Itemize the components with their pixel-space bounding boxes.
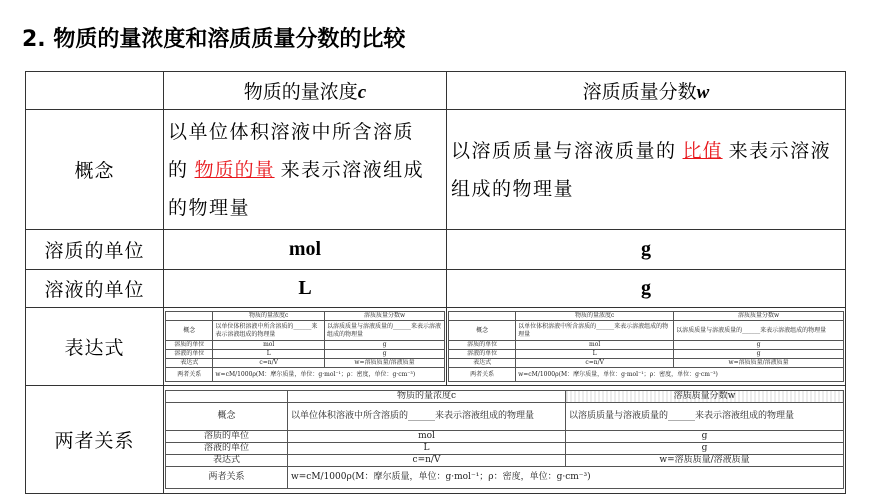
relation-thumbnail [164, 386, 846, 494]
solute-unit-mass-fraction: g [447, 230, 846, 270]
label-expression: 表达式 [26, 308, 164, 386]
mini-g: g [674, 341, 844, 350]
mini-concept-c: 以单位体积溶液中所含溶质的______来表示溶液组成的物理量 [516, 321, 674, 341]
mini-label-concept: 概念 [166, 321, 213, 341]
mini-label-relation: 两者关系 [449, 368, 516, 382]
mid-c-formula: c=n/V [288, 455, 566, 467]
mini-g: g [325, 341, 445, 350]
concept-mass-fraction-pre: 以溶质质量与溶液质量的 [451, 139, 677, 162]
header-molarity [164, 72, 447, 110]
mid-concept-c: 以单位体积溶液中所含溶质的______来表示溶液组成的物理量 [288, 403, 566, 431]
mini-table [448, 311, 844, 382]
concept-mass-fraction-post: 来表示溶液组成的物理量 [451, 139, 832, 200]
mini-mol: mol [516, 341, 674, 350]
mini-c-formula: c=n/V [213, 359, 325, 368]
mid-label-solute-unit: 溶质的单位 [166, 431, 288, 443]
mini-header-c: 物质的量浓度c [516, 312, 674, 321]
mini-label-solute-unit: 溶质的单位 [166, 341, 213, 350]
mini-concept-w: 以溶质质量与溶液质量的______来表示溶液组成的物理量 [325, 321, 445, 341]
mid-w-formula: w=溶质质量/溶液质量 [566, 455, 844, 467]
mini-g: g [325, 350, 445, 359]
expression-mass-fraction-thumbnail [447, 308, 846, 386]
row-relation [26, 386, 846, 494]
section-title: 2. 物质的量浓度和溶质质量分数的比较 [22, 27, 406, 52]
mid-L: L [288, 443, 566, 455]
mini-label-solution-unit: 溶液的单位 [166, 350, 213, 359]
mini-table [165, 311, 445, 382]
row-solute-unit [26, 230, 846, 270]
mid-mol: mol [288, 431, 566, 443]
mid-label-solution-unit: 溶液的单位 [166, 443, 288, 455]
mid-label-expr: 表达式 [166, 455, 288, 467]
solute-unit-molarity: mol [164, 230, 447, 270]
corner-cell [26, 72, 164, 110]
mini-g: g [674, 350, 844, 359]
mini-label-expr: 表达式 [166, 359, 213, 368]
mid-g: g [566, 431, 844, 443]
mid-label-concept: 概念 [166, 403, 288, 431]
answer-blank-molarity: 物质的量 [194, 158, 275, 181]
mini-label-relation: 两者关系 [166, 368, 213, 382]
mid-g: g [566, 443, 844, 455]
concept-molarity-pre: 以单位体积溶液中所含溶质的 [168, 120, 415, 181]
mini-header-c: 物质的量浓度c [213, 312, 325, 321]
solution-unit-molarity: L [164, 270, 447, 308]
header-mass-fraction [447, 72, 846, 110]
mini-c-formula: c=n/V [516, 359, 674, 368]
header-row [26, 72, 846, 110]
row-expression [26, 308, 846, 386]
label-concept: 概念 [26, 110, 164, 230]
concept-molarity-post: 来表示溶液组成的物理量 [168, 158, 425, 219]
row-concept [26, 110, 846, 230]
mid-relation: w=cM/1000ρ(M：摩尔质量，单位：g·mol⁻¹；ρ：密度，单位：g·cm⁻³) [288, 467, 844, 489]
label-solute-unit: 溶质的单位 [26, 230, 164, 270]
mini-mol: mol [213, 341, 325, 350]
header-molarity-symbol: c [357, 82, 367, 103]
mini-label-expr: 表达式 [449, 359, 516, 368]
mini-concept-c: 以单位体积溶液中所含溶质的______来表示溶液组成的物理量 [213, 321, 325, 341]
mini-w-formula: w=溶质质量/溶液质量 [674, 359, 844, 368]
mid-header-c: 物质的量浓度c [288, 391, 566, 403]
mid-header-w: 溶质质量分数w [566, 391, 844, 403]
header-mass-fraction-text: 溶质质量分数 [582, 81, 697, 103]
concept-molarity [164, 110, 447, 230]
mini-header-w: 溶质质量分数w [674, 312, 844, 321]
header-mass-fraction-symbol: w [696, 82, 710, 103]
comparison-table [25, 71, 846, 494]
header-molarity-text: 物质的量浓度 [243, 81, 358, 103]
solution-unit-mass-fraction: g [447, 270, 846, 308]
mid-table [165, 390, 844, 489]
mini-L: L [516, 350, 674, 359]
mini-header-w: 溶质质量分数w [325, 312, 445, 321]
concept-mass-fraction [447, 110, 846, 230]
mini-L: L [213, 350, 325, 359]
mini-concept-w: 以溶质质量与溶液质量的______来表示溶液组成的物理量 [674, 321, 844, 341]
answer-blank-mass-fraction: 比值 [682, 139, 723, 162]
label-relation: 两者关系 [26, 386, 164, 494]
label-solution-unit: 溶液的单位 [26, 270, 164, 308]
mini-label-solute-unit: 溶质的单位 [449, 341, 516, 350]
mini-label-solution-unit: 溶液的单位 [449, 350, 516, 359]
row-solution-unit [26, 270, 846, 308]
mid-concept-w: 以溶质质量与溶液质量的______来表示溶液组成的物理量 [566, 403, 844, 431]
mini-relation: w=cM/1000ρ(M：摩尔质量，单位：g·mol⁻¹；ρ：密度，单位：g·cm⁻³) [516, 368, 844, 382]
mini-label-concept: 概念 [449, 321, 516, 341]
mini-relation: w=cM/1000ρ(M：摩尔质量，单位：g·mol⁻¹；ρ：密度，单位：g·cm⁻³) [213, 368, 445, 382]
expression-molarity-thumbnail [164, 308, 447, 386]
mid-label-relation: 两者关系 [166, 467, 288, 489]
mini-w-formula: w=溶质质量/溶液质量 [325, 359, 445, 368]
